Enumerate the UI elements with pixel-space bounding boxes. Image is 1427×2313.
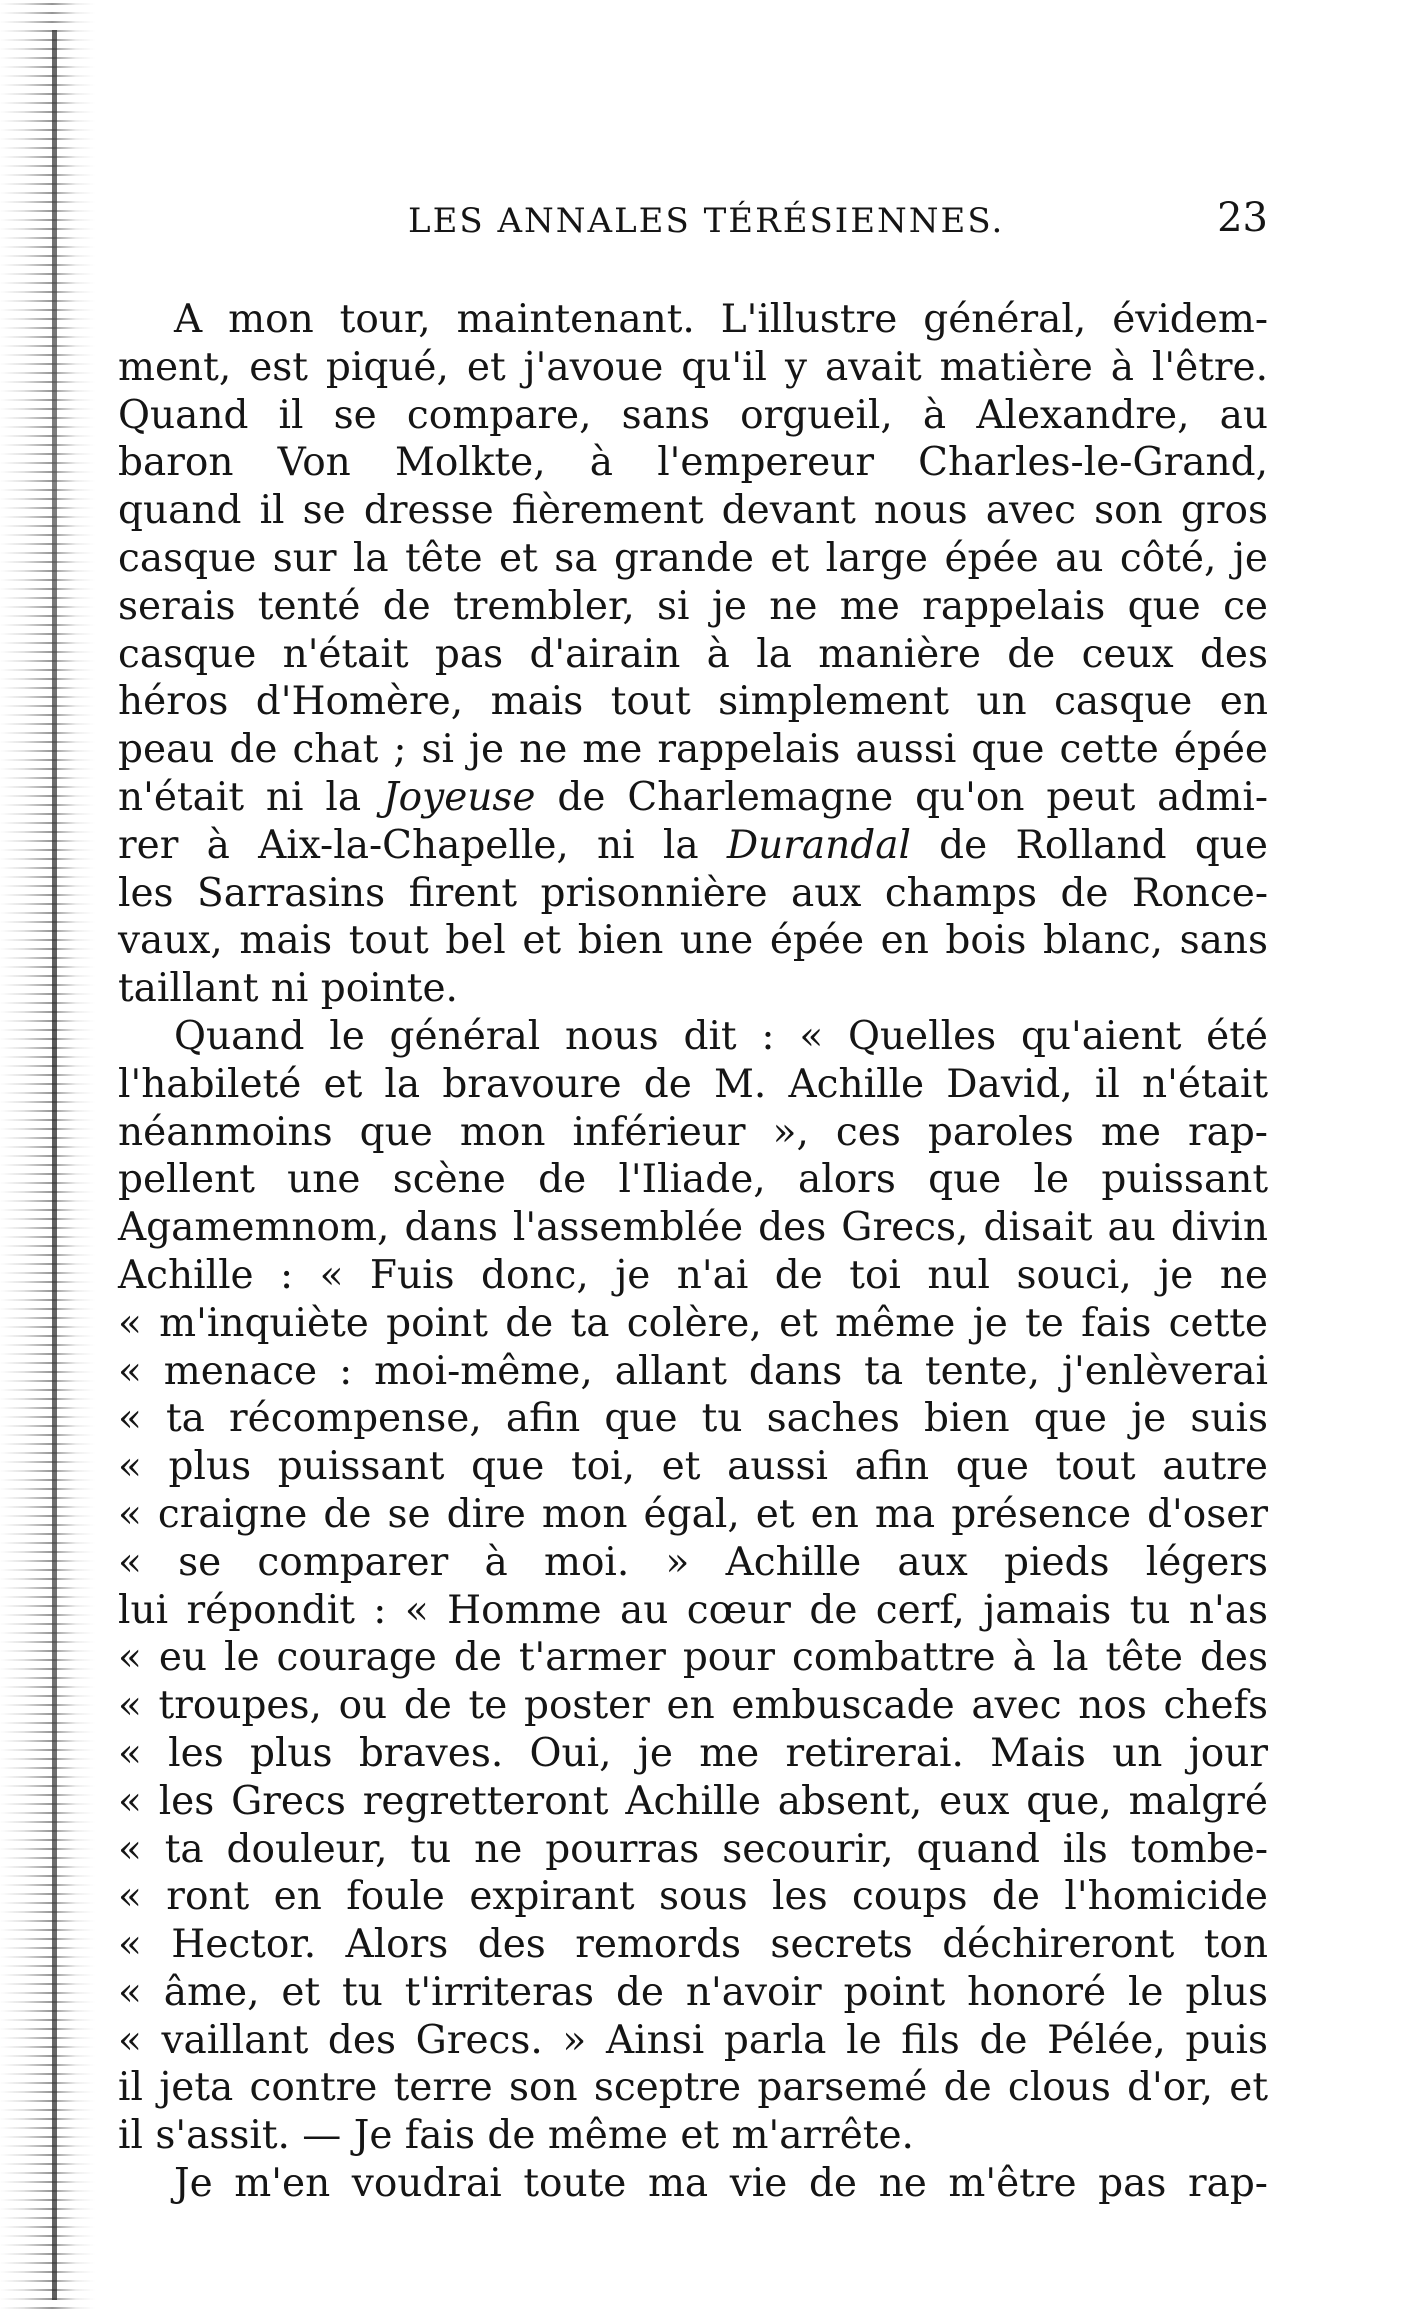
text-segment: n'était ni la — [118, 774, 384, 820]
text-line: « troupes, ou de te poster en embuscade avec nos chefs — [118, 1683, 1268, 1729]
text-line: « les plus braves. Oui, je me retirerai. Mais un jour — [118, 1730, 1268, 1776]
text-line: héros d'Homère, mais tout simplement un casque en — [118, 679, 1268, 725]
text-line: « Hector. Alors des remords secrets déchireront ton — [118, 1922, 1268, 1968]
text-line: quand il se dresse fièrement devant nous avec son gros — [118, 488, 1268, 534]
text-line: « âme, et tu t'irriteras de n'avoir point honoré le plus — [118, 1969, 1268, 2015]
text-line: baron Von Molkte, à l'empereur Charles-le-Grand, — [118, 440, 1268, 486]
text-line: « les Grecs regretteront Achille absent, eux que, malgré — [118, 1778, 1268, 1824]
text-line: Je m'en voudrai toute ma vie de ne m'être pas rap- — [174, 2161, 1268, 2207]
text-line: A mon tour, maintenant. L'illustre général, évidem- — [174, 297, 1268, 342]
scanned-binding-edge — [0, 0, 95, 2313]
text-line: « se comparer à moi. » Achille aux pieds légers — [118, 1539, 1268, 1585]
text-line: serais tenté de trembler, si je ne me rappelais que ce — [118, 583, 1268, 629]
text-line: « menace : moi-même, allant dans ta tente, j'enlèverai — [118, 1348, 1268, 1394]
text-line: Quand il se compare, sans orgueil, à Alexandre, au — [118, 392, 1268, 438]
text-line-with-italic — [118, 774, 1268, 822]
text-line: « vaillant des Grecs. » Ainsi parla le fils de Pélée, puis — [118, 2017, 1268, 2063]
text-line: « craigne de se dire mon égal, et en ma présence d'oser — [118, 1491, 1268, 1537]
text-line: « plus puissant que toi, et aussi afin que tout autre — [118, 1444, 1268, 1490]
text-segment: de Rolland que — [910, 822, 1268, 868]
text-line: néanmoins que mon inférieur », ces paroles me rap- — [118, 1109, 1268, 1155]
text-line: vaux, mais tout bel et bien une épée en bois blanc, sans — [118, 918, 1268, 964]
text-line: il jeta contre terre son sceptre parsemé de clous d'or, et — [118, 2065, 1268, 2111]
page-number: 23 — [1217, 195, 1268, 241]
text-line: peau de chat ; si je ne me rappelais aussi que cette épée — [118, 727, 1268, 773]
text-line: Achille : « Fuis donc, je n'ai de toi nul souci, je ne — [118, 1252, 1268, 1298]
text-line: Agamemnom, dans l'assemblée des Grecs, disait au divin — [118, 1205, 1268, 1251]
text-line: « ta douleur, tu ne pourras secourir, quand ils tombe- — [118, 1826, 1268, 1872]
text-line: casque n'était pas d'airain à la manière de ceux des — [118, 631, 1268, 677]
text-line: « m'inquiète point de ta colère, et même je te fais cette — [118, 1300, 1268, 1346]
text-line: Quand le général nous dit : « Quelles qu'aient été — [174, 1013, 1268, 1059]
body-text — [118, 296, 1268, 2208]
text-line: l'habileté et la bravoure de M. Achille David, il n'était — [118, 1061, 1268, 1107]
text-line: « ront en foule expirant sous les coups de l'homicide — [118, 1874, 1268, 1920]
text-line: ment, est piqué, et j'avoue qu'il y avait matière à l'être. — [118, 344, 1268, 390]
text-line: « eu le courage de t'armer pour combattre à la tête des — [118, 1635, 1268, 1681]
text-line: les Sarrasins firent prisonnière aux champs de Ronce- — [118, 870, 1268, 916]
italic-title-joyeuse: Joyeuse — [383, 774, 536, 820]
text-line-with-italic — [118, 822, 1268, 870]
text-segment: de Charlemagne qu'on peut admi- — [535, 774, 1268, 820]
running-title: LES ANNALES TÉRÉSIENNES. — [408, 201, 1005, 241]
text-segment: rer à Aix-la-Chapelle, ni la — [118, 822, 727, 868]
text-line: il s'assit. — Je fais de même et m'arrête. — [118, 2113, 914, 2159]
text-line: « ta récompense, afin que tu saches bien que je suis — [118, 1396, 1268, 1442]
page-header — [118, 195, 1268, 255]
text-line: lui répondit : « Homme au cœur de cerf, jamais tu n'as — [118, 1587, 1268, 1633]
text-line: casque sur la tête et sa grande et large épée au côté, je — [118, 535, 1268, 581]
text-line: pellent une scène de l'Iliade, alors que le puissant — [118, 1157, 1268, 1203]
text-line: taillant ni pointe. — [118, 966, 458, 1012]
binding-shadow-line — [52, 30, 57, 2300]
italic-title-durandal: Durandal — [726, 822, 911, 868]
